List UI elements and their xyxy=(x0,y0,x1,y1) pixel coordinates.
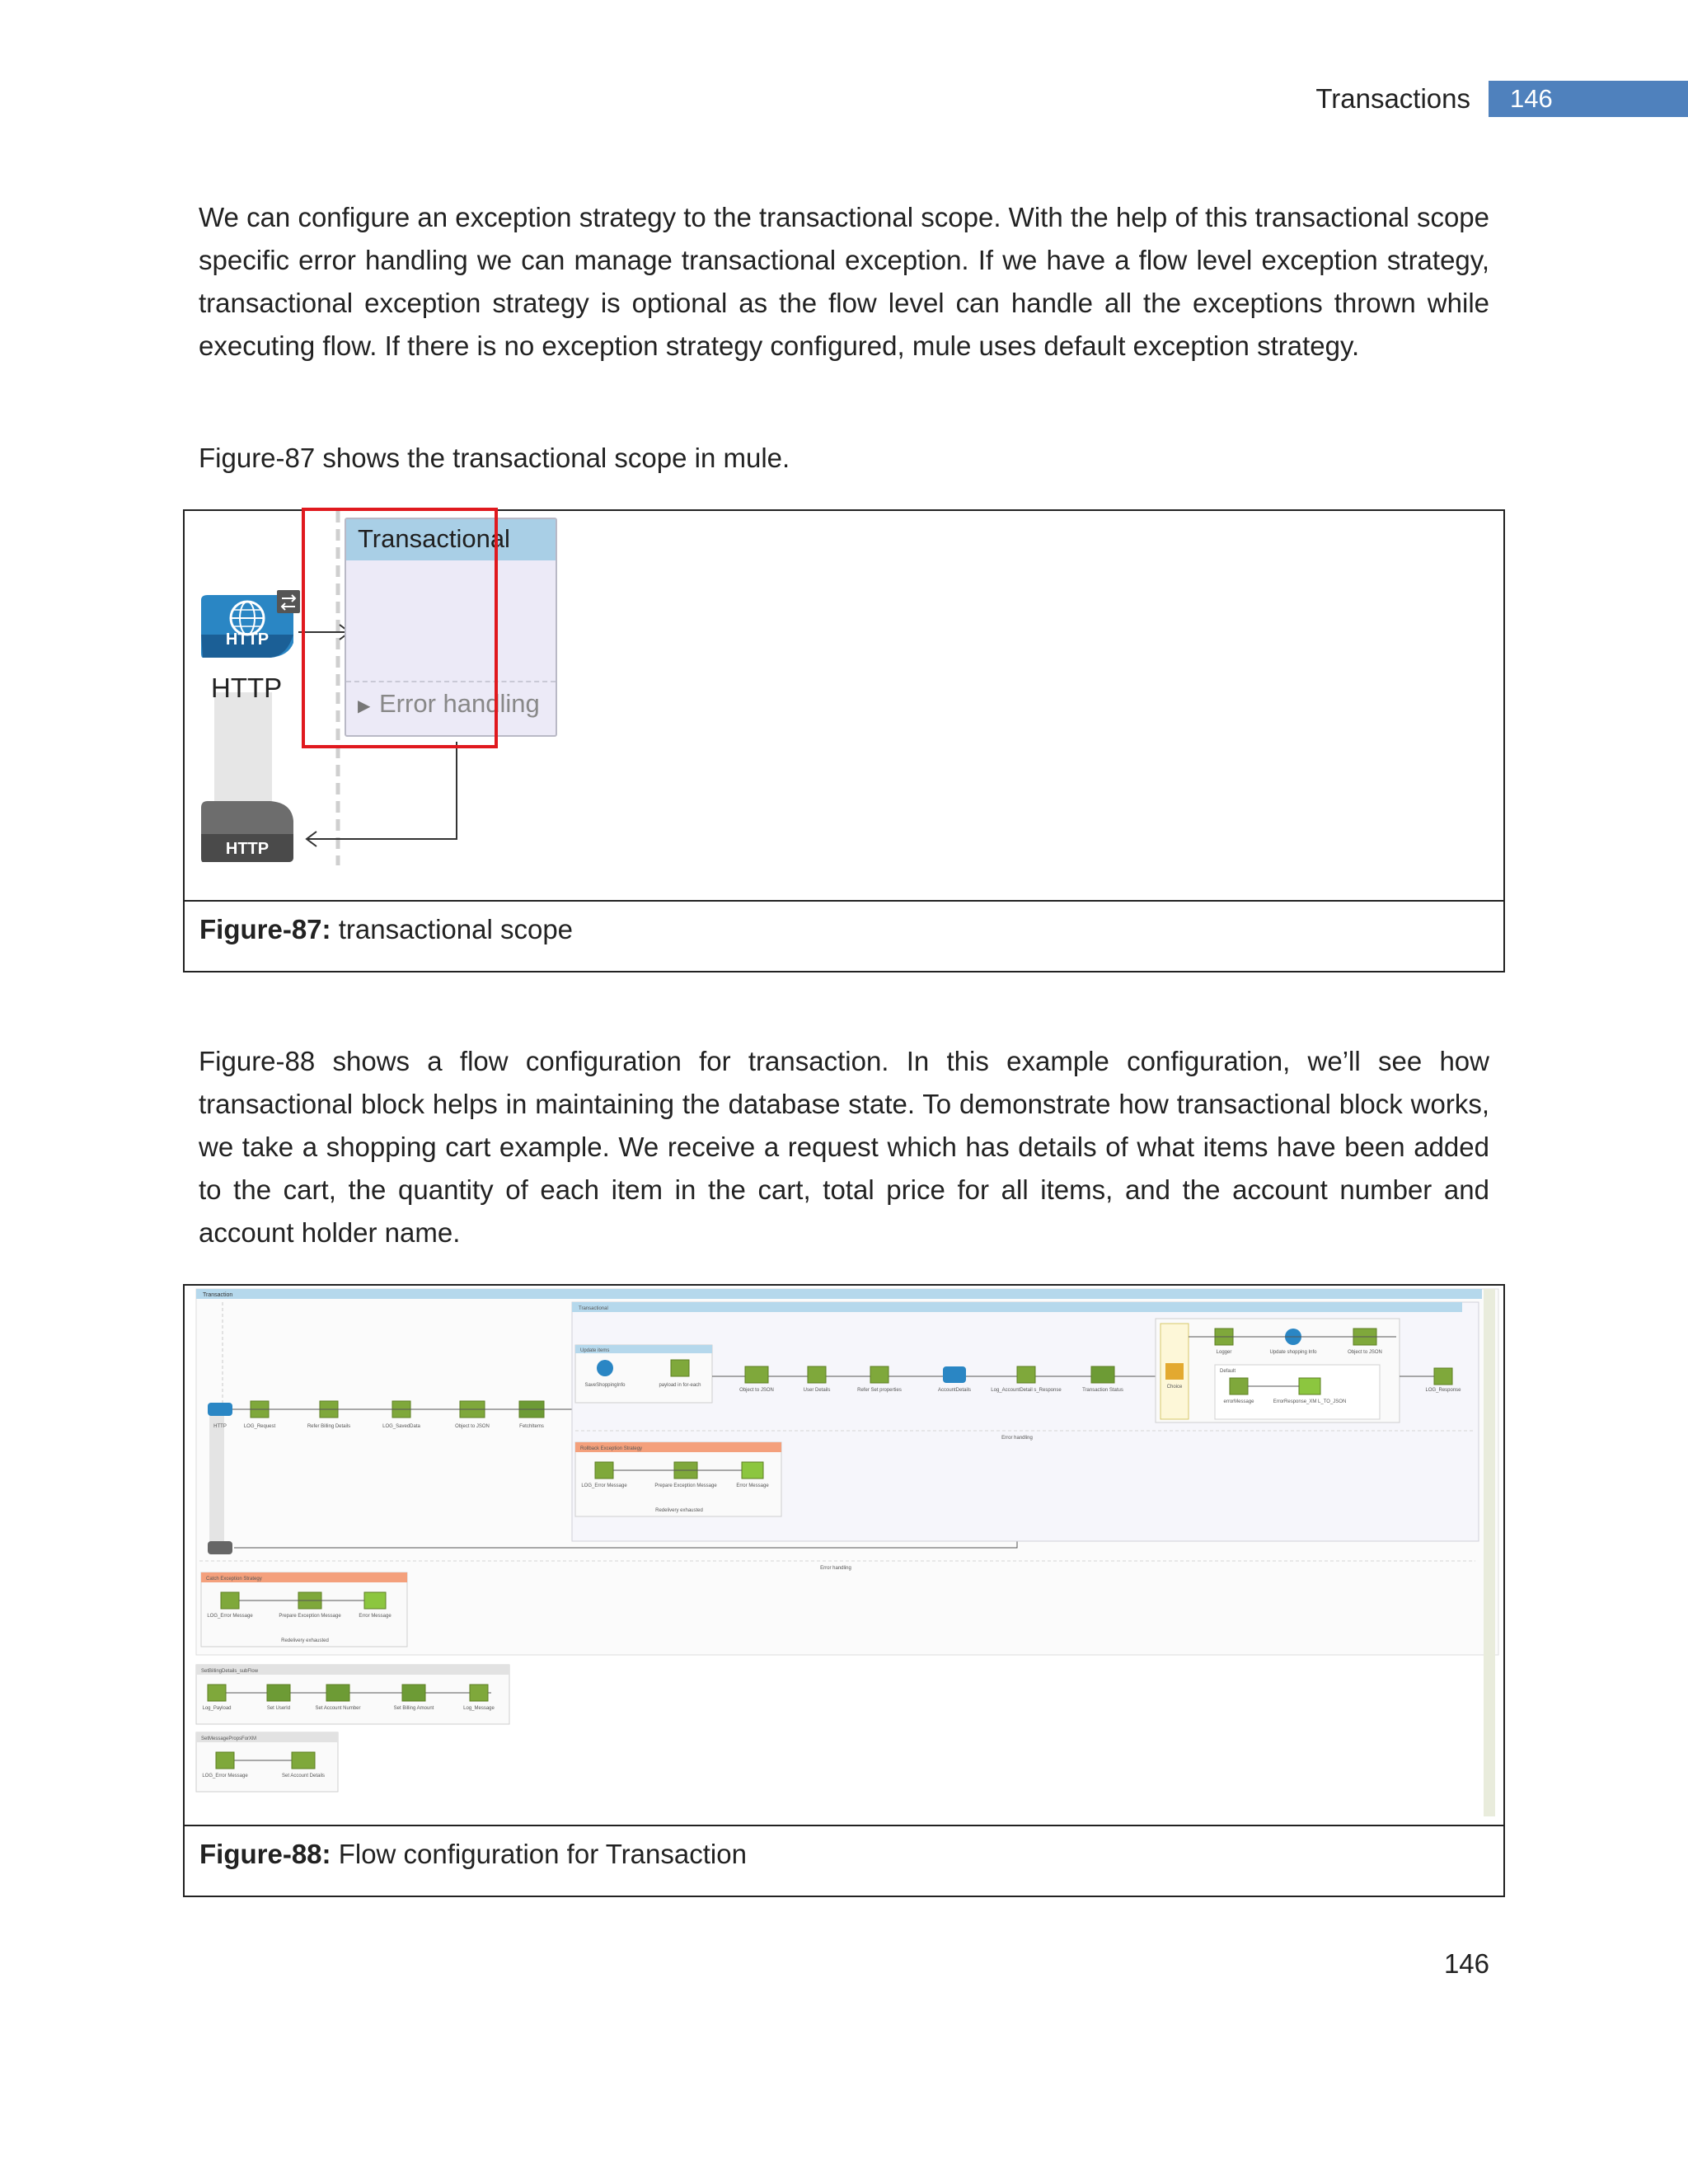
transactional-scope-title: Transactional xyxy=(346,519,556,560)
svg-text:Error handling: Error handling xyxy=(1001,1436,1033,1441)
svg-text:FetchItems: FetchItems xyxy=(519,1424,544,1429)
svg-text:Update items: Update items xyxy=(580,1348,610,1353)
svg-text:Set UserId: Set UserId xyxy=(266,1706,291,1711)
svg-text:Default: Default xyxy=(1220,1369,1236,1374)
http-response-icon xyxy=(201,801,293,862)
svg-text:SetMessagePropsForXM: SetMessagePropsForXM xyxy=(201,1736,257,1741)
svg-text:LOG_SavedData: LOG_SavedData xyxy=(382,1424,420,1429)
svg-text:Update shopping Info: Update shopping Info xyxy=(1269,1350,1317,1355)
figure-87-caption: Figure-87: transactional scope xyxy=(199,914,574,944)
svg-text:Log_Payload: Log_Payload xyxy=(202,1706,232,1711)
svg-text:payload in for-each: payload in for-each xyxy=(659,1383,701,1388)
svg-text:Set Account Number: Set Account Number xyxy=(315,1706,361,1711)
svg-text:Logger: Logger xyxy=(1216,1350,1232,1355)
svg-text:Log_Message: Log_Message xyxy=(463,1706,495,1711)
paragraph-exception-strategy: We can configure an exception strategy to the transactional scope. With the help of this transactional scope specific error handling we can manage transactional exception. If we have a flow level exception strategy, transactional exception strategy is optional as the flow level can handle all the exceptions thrown while executing flow. If there is no exception strategy configured, mule uses default exception strategy. xyxy=(199,202,1489,361)
svg-text:Error handling: Error handling xyxy=(820,1566,851,1571)
svg-text:HTTP: HTTP xyxy=(213,1424,227,1429)
highlight-box xyxy=(302,508,498,748)
figure-88-caption-row xyxy=(185,1825,1503,1896)
svg-text:Catch Exception Strategy: Catch Exception Strategy xyxy=(206,1577,262,1582)
error-handling-label: Error handling xyxy=(379,689,540,718)
http-connector-label: HTTP xyxy=(211,673,283,703)
svg-text:LOG_Error Message: LOG_Error Message xyxy=(581,1483,627,1488)
figure-88-flow-diagram xyxy=(185,1286,1503,1821)
svg-text:Rollback Exception Strategy: Rollback Exception Strategy xyxy=(580,1446,643,1451)
svg-text:HTTP: HTTP xyxy=(225,630,270,649)
svg-text:Log_AccountDetail s_Response: Log_AccountDetail s_Response xyxy=(991,1388,1062,1393)
footer-page-number: 146 xyxy=(1443,1948,1489,1979)
exchange-pattern-icon xyxy=(277,590,300,613)
paragraph-shopping-cart: Figure-88 shows a flow configuration for transaction. In this example configuration, we’ll see how transactional block helps in maintaining the database state. To demonstrate how transactional block works, we take a shopping cart example. We receive a request which has details of what items have been added to the cart, the quantity of each item in the cart, total price for all items, and the account number and account holder name. xyxy=(199,1046,1489,1248)
svg-text:Prepare Exception Message: Prepare Exception Message xyxy=(654,1483,717,1488)
svg-text:Choice: Choice xyxy=(1166,1385,1183,1390)
svg-text:Object to JSON: Object to JSON xyxy=(739,1388,774,1393)
svg-text:Redelivery exhausted: Redelivery exhausted xyxy=(281,1638,329,1643)
svg-text:Set Account Details: Set Account Details xyxy=(281,1774,326,1779)
figure-88-caption: Figure-88: Flow configuration for Transaction xyxy=(199,1839,747,1869)
svg-text:LOG_Request: LOG_Request xyxy=(243,1424,276,1429)
expand-triangle-icon[interactable]: ▶ xyxy=(358,697,371,715)
svg-text:Redelivery exhausted: Redelivery exhausted xyxy=(655,1508,703,1513)
svg-text:LOG_Response: LOG_Response xyxy=(1425,1388,1461,1393)
svg-text:LOG_Error Message: LOG_Error Message xyxy=(202,1774,248,1779)
svg-text:Object to JSON: Object to JSON xyxy=(455,1424,490,1429)
svg-text:AccountDetails: AccountDetails xyxy=(937,1388,972,1393)
svg-text:LOG_Error Message: LOG_Error Message xyxy=(207,1614,253,1619)
svg-text:Set Billing Amount: Set Billing Amount xyxy=(393,1706,434,1711)
svg-text:SaveShoppingInfo: SaveShoppingInfo xyxy=(584,1383,626,1388)
header-page-number: 146 xyxy=(1510,84,1553,113)
svg-text:Prepare Exception Message: Prepare Exception Message xyxy=(279,1614,341,1619)
running-header-title: Transactions xyxy=(1315,83,1470,114)
svg-text:Transaction Status: Transaction Status xyxy=(1082,1388,1123,1393)
svg-text:Transactional: Transactional xyxy=(579,1306,608,1311)
svg-text:User Details: User Details xyxy=(803,1388,831,1393)
svg-text:Object to JSON: Object to JSON xyxy=(1348,1350,1382,1355)
figure-87 xyxy=(183,509,1505,972)
svg-text:Error Message: Error Message xyxy=(359,1614,392,1619)
svg-text:Refer Billing Details: Refer Billing Details xyxy=(307,1424,351,1429)
svg-text:HTTP: HTTP xyxy=(225,840,270,858)
svg-text:errorMessage: errorMessage xyxy=(1223,1399,1254,1404)
paragraph-figure87-intro: Figure-87 shows the transactional scope in mule. xyxy=(199,443,790,473)
svg-text:SetBillingDetails_subFlow: SetBillingDetails_subFlow xyxy=(201,1669,259,1674)
svg-text:ErrorResponse_XM L_TO_JSON: ErrorResponse_XM L_TO_JSON xyxy=(1273,1399,1347,1404)
svg-text:Error Message: Error Message xyxy=(736,1483,769,1488)
svg-text:Refer Set properties: Refer Set properties xyxy=(857,1388,902,1393)
svg-text:Transaction: Transaction xyxy=(203,1292,233,1298)
figure-88 xyxy=(183,1284,1505,1897)
figure-87-caption-row xyxy=(185,900,1503,971)
